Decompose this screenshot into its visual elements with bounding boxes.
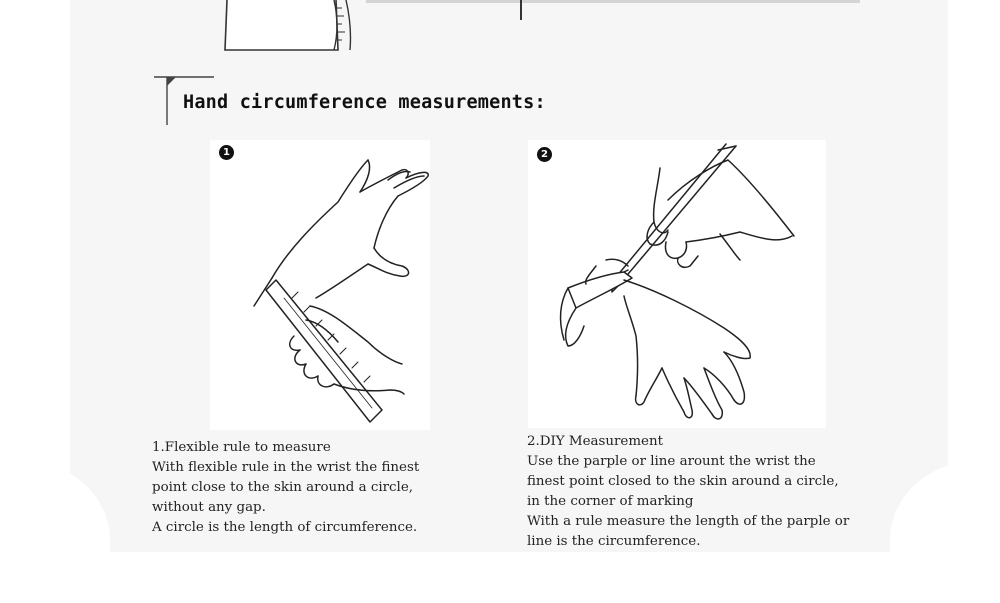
section-title: Hand circumference measurements: (183, 92, 546, 113)
step-2-heading: 2.DIY Measurement (527, 434, 663, 449)
step-1-badge: 1 (219, 145, 234, 160)
step-2-text-line: Use the parple or line arount the wrist the (527, 454, 816, 469)
step-1-text-line: With flexible rule in the wrist the finest (152, 460, 420, 475)
step-1-text-line: point close to the skin around a circle, (152, 480, 414, 495)
ruler-strip (366, 0, 860, 3)
ruler-tick (520, 0, 522, 20)
hand-with-flexible-tape-measure-icon (210, 140, 430, 430)
step-1-text-line: without any gap. (152, 500, 266, 515)
step-2-caption (527, 432, 849, 552)
step-2-badge: 2 (537, 147, 552, 162)
step-1-illustration (210, 140, 430, 430)
step-2-text-line: in the corner of marking (527, 494, 694, 509)
step-2-illustration (528, 140, 826, 428)
step-2-text-line: With a rule measure the length of the parple or (527, 514, 850, 529)
hand-with-paper-strip-and-pen-icon (528, 140, 826, 428)
step-1-caption (152, 438, 419, 538)
step-2-text-line: line is the circumference. (527, 534, 701, 549)
step-2-text-line: finest point closed to the skin around a circle, (527, 474, 839, 489)
step-1-text-line: A circle is the length of circumference. (152, 520, 418, 535)
step-1-heading: 1.Flexible rule to measure (152, 440, 331, 455)
ring-size-gauge-icon (224, 0, 354, 52)
